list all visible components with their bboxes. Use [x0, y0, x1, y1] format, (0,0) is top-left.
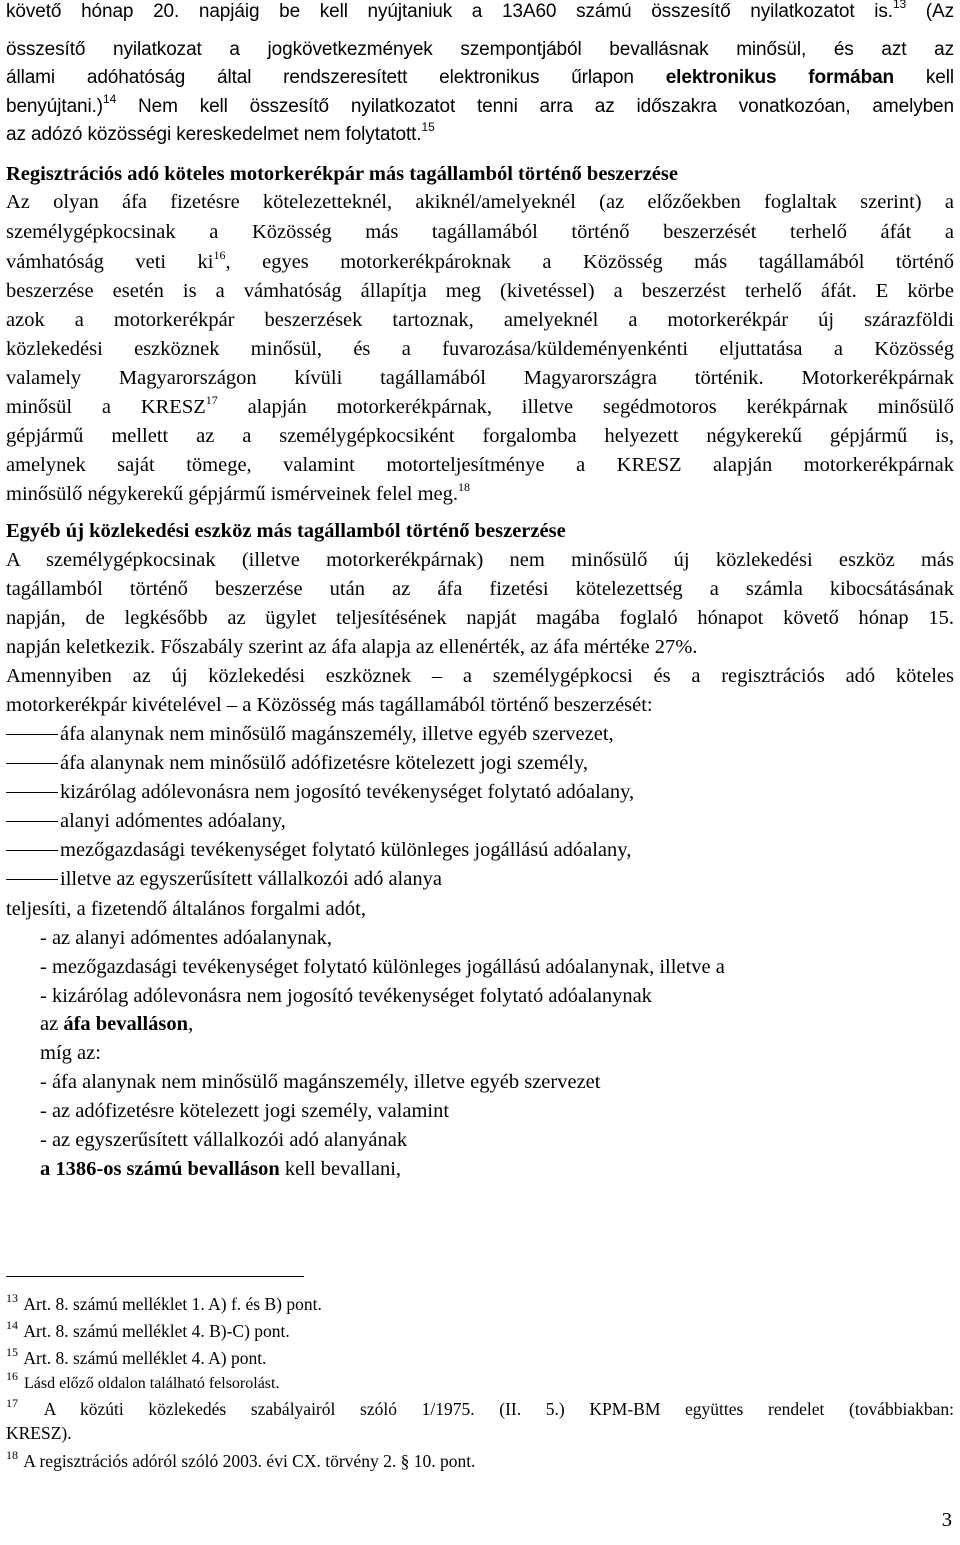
footnote-text: Art. 8. számú melléklet 4. B)-C) pont.: [23, 1321, 290, 1341]
list-dash: [6, 879, 58, 881]
body-line: [40, 1010, 193, 1038]
list-dash: [6, 821, 58, 823]
text: , egyes motorkerékpároknak a Közösség más tagállamából történő: [225, 251, 954, 273]
footnote-continuation: [6, 1421, 72, 1445]
section-heading: [6, 517, 954, 545]
footnote-separator: [6, 1276, 304, 1277]
footnote-ref: 15: [421, 120, 435, 134]
footnote-text: KRESZ).: [6, 1423, 72, 1443]
footnote-ref: 14: [103, 92, 117, 106]
text: alapján motorkerékpárnak, illetve segédmotoros kerékpárnak minősülő: [217, 396, 955, 418]
list-item: - áfa alanynak nem minősülő magánszemély, illetve egyéb szervezet: [40, 1071, 601, 1093]
text: kell bevallani,: [279, 1158, 402, 1180]
text: minősülő négykerekű gépjármű ismérveinek felel meg.: [6, 483, 459, 505]
body-line: [6, 121, 954, 149]
footnote-number: 15: [6, 1345, 18, 1359]
list-dash: [6, 792, 58, 794]
footnote: [6, 1369, 280, 1396]
section-heading: [6, 160, 954, 188]
footnote-text: Art. 8. számú melléklet 1. A) f. és B) pont.: [23, 1294, 322, 1314]
body-line: gépjármű mellett az a személygépkocsiként forgalomba helyezett négykerekű gépjármű is,: [6, 425, 954, 447]
footnote-text: A regisztrációs adóról szóló 2003. évi CX. törvény 2. § 10. pont.: [23, 1451, 476, 1471]
text: (Az: [906, 1, 954, 22]
text: vámhatóság veti ki: [6, 251, 214, 273]
body-line: [6, 93, 954, 121]
footnote-number: 13: [6, 1291, 18, 1305]
list-item: - az adófizetésre kötelezett jogi személy, valamint: [40, 1100, 450, 1122]
body-line: [40, 1155, 401, 1183]
footnote-ref: 16: [213, 248, 226, 262]
heading-text: Egyéb új közlekedési eszköz más tagállamból történő beszerzése: [6, 520, 566, 542]
body-line: [6, 0, 954, 26]
list-dash: [6, 734, 58, 736]
footnote-ref: 18: [458, 480, 471, 494]
footnote: [6, 1449, 475, 1473]
list-item: - az alanyi adómentes adóalanynak,: [40, 927, 332, 949]
list-item: - mezőgazdasági tevékenységet folytató különleges jogállású adóalanynak, illetve a: [40, 956, 725, 978]
body-line: valamely Magyarországon kívüli tagállamából Magyarországra történik. Motorkerékpárnak: [6, 367, 954, 389]
body-line: beszerzése esetén is a vámhatóság állapítja meg (kivetéssel) a beszerzést terhelő áfát. E körbe: [6, 280, 954, 302]
footnote: [6, 1319, 290, 1343]
body-line: míg az:: [40, 1042, 101, 1064]
text: állami adóhatóság által rendszeresített elektronikus űrlapon: [6, 67, 666, 88]
body-line: közlekedési eszköznek minősül, és a fuvarozása/küldeményenkénti eljuttatása a Közösség: [6, 338, 954, 360]
footnote: [6, 1346, 266, 1370]
footnote: [6, 1397, 954, 1421]
body-line: napján keletkezik. Főszabály szerint az áfa alapja az ellenérték, az áfa mértéke 27%.: [6, 636, 698, 658]
list-item: - az egyszerűsített vállalkozói adó alanyának: [40, 1129, 408, 1151]
body-line: Az olyan áfa fizetésre kötelezetteknél, akiknél/amelyeknél (az előzőekben foglaltak szerint) a: [6, 191, 954, 213]
body-line: amelynek saját tömege, valamint motorteljesítménye a KRESZ alapján motorkerékpárnak: [6, 454, 954, 476]
bold-text: elektronikus formában: [665, 67, 895, 88]
footnote-text: A közúti közlekedés szabályairól szóló 1/1975. (II. 5.) KPM-BM együttes rendelet (továbbiakban:: [43, 1399, 954, 1419]
footnote-ref: 13: [892, 0, 907, 11]
body-line: Amennyiben az új közlekedési eszköznek – a személygépkocsi és a regisztrációs adó köteles: [6, 665, 954, 687]
text: követő hónap 20. napjáig be kell nyújtaniuk a 13A60 számú összesítő nyilatkozatot is.: [6, 1, 893, 22]
text: benyújtani.): [6, 96, 104, 117]
footnote: [6, 1292, 322, 1316]
list-dash: [6, 850, 58, 852]
list-item: illetve az egyszerűsített vállalkozói adó alanya: [60, 868, 442, 890]
text: ,: [188, 1013, 194, 1035]
text: kell: [894, 67, 954, 88]
footnote-text: Lásd előző oldalon található felsorolást.: [24, 1375, 280, 1392]
page-number: 3: [941, 1509, 952, 1531]
bold-text: a 1386-os számú bevalláson: [40, 1158, 280, 1180]
body-line: [6, 248, 954, 276]
text: az adózó közösségi kereskedelmet nem folytatott.: [6, 124, 422, 145]
footnote-ref: 17: [205, 393, 218, 407]
body-line: motorkerékpár kivételével – a Közösség más tagállamából történő beszerzését:: [6, 694, 653, 716]
list-item: áfa alanynak nem minősülő adófizetésre kötelezett jogi személy,: [60, 752, 589, 774]
text: minősül a KRESZ: [6, 396, 206, 418]
body-line: azok a motorkerékpár beszerzések tartoznak, amelyeknél a motorkerékpár új szárazföldi: [6, 309, 954, 331]
list-dash: [6, 763, 58, 765]
body-line: A személygépkocsinak (illetve motorkerékpárnak) nem minősülő új közlekedési eszköz más: [6, 549, 954, 571]
body-line: napján, de legkésőbb az ügylet teljesítésének napját magába foglaló hónapot követő hónap 15.: [6, 607, 954, 629]
body-line: személygépkocsinak a Közösség más tagállamából történő beszerzését terhelő áfát a: [6, 221, 954, 243]
list-item: - kizárólag adólevonásra nem jogosító tevékenységet folytató adóalanynak: [40, 985, 652, 1007]
body-line: [6, 480, 954, 508]
footnote-number: 17: [6, 1396, 18, 1410]
list-item: kizárólag adólevonásra nem jogosító tevékenységet folytató adóalany,: [60, 781, 635, 803]
footnote-number: 14: [6, 1318, 18, 1332]
body-line: tagállamból történő beszerzése után az áfa fizetési kötelezettség a számla kibocsátásának: [6, 578, 954, 600]
list-item: áfa alanynak nem minősülő magánszemély, illetve egyéb szervezet,: [60, 723, 614, 745]
bold-text: áfa bevalláson: [63, 1013, 189, 1035]
text: Nem kell összesítő nyilatkozatot tenni arra az időszakra vonatkozóan, amelyben: [116, 96, 954, 117]
footnote-number: 18: [6, 1448, 18, 1462]
body-line: teljesíti, a fizetendő általános forgalmi adót,: [6, 898, 366, 920]
body-line: összesítő nyilatkozat a jogkövetkezmények szempontjából bevallásnak minősül, és azt az: [6, 39, 954, 60]
body-line: [6, 393, 954, 421]
footnote-text: Art. 8. számú melléklet 4. A) pont.: [23, 1348, 267, 1368]
heading-text: Regisztrációs adó köteles motorkerékpár más tagállamból történő beszerzése: [6, 163, 678, 185]
text: az: [40, 1013, 64, 1035]
list-item: alanyi adómentes adóalany,: [60, 810, 286, 832]
footnote-number: 16: [6, 1369, 18, 1383]
list-item: mezőgazdasági tevékenységet folytató különleges jogállású adóalany,: [60, 839, 632, 861]
body-line: [6, 64, 954, 92]
